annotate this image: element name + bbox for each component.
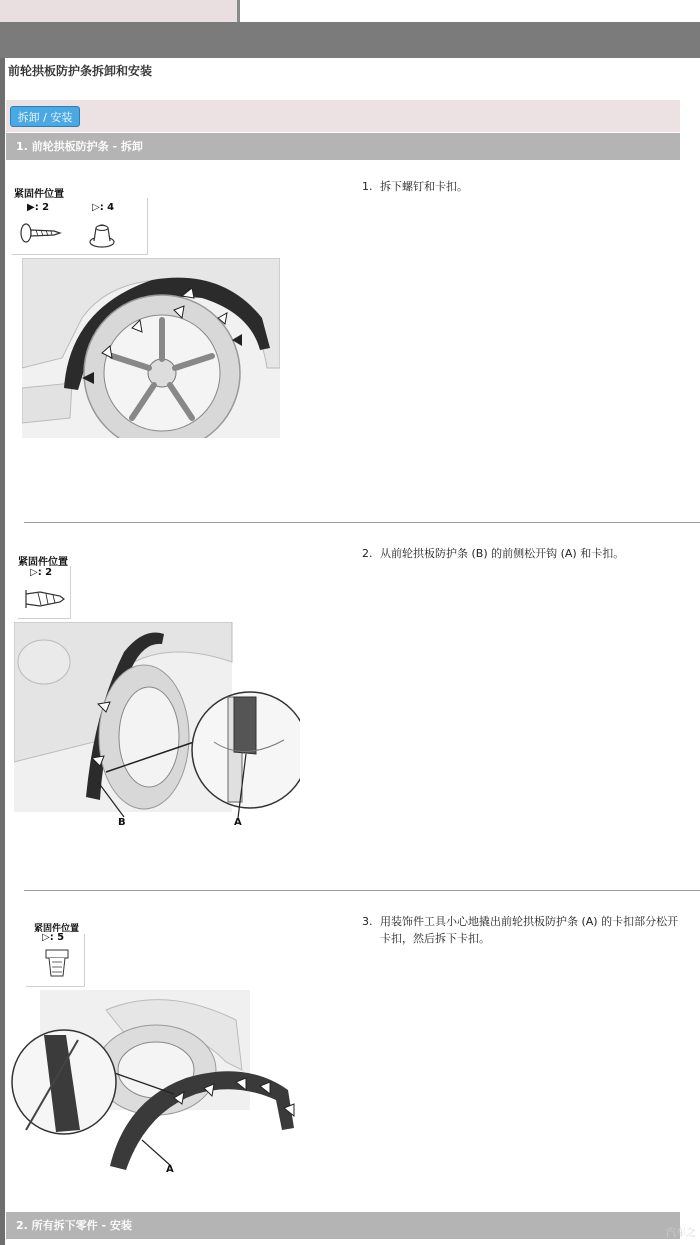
fastener-count-screw: ▶: 2 <box>27 202 50 213</box>
top-toolbar <box>0 22 700 58</box>
callout-label-a: A <box>166 1164 174 1175</box>
fastener-location-label: 紧固件位置 <box>34 924 80 934</box>
wheel-arch-diagram-1 <box>22 258 280 438</box>
tab-bar <box>6 100 680 132</box>
step-number: 3. <box>362 915 373 928</box>
step-1 <box>362 178 682 195</box>
wheel-arch-diagram-2 <box>14 622 300 818</box>
left-border <box>0 58 5 1245</box>
remove-install-tab-button[interactable]: 拆卸 / 安装 <box>10 106 80 127</box>
top-strip <box>0 0 700 22</box>
hook-clip-icon <box>20 584 68 614</box>
callout-label-b: B <box>118 817 126 828</box>
push-clip-icon <box>90 225 114 247</box>
watermark: 汽车之 <box>666 1228 696 1239</box>
step-text: 用装饰件工具小心地撬出前轮拱板防护条 (A) 的卡扣部分松开卡扣，然后拆下卡扣。 <box>380 915 679 945</box>
step-2 <box>362 545 682 562</box>
fastener-count-clip: ▷: 2 <box>30 567 53 578</box>
step-text: 拆下螺钉和卡扣。 <box>380 180 468 193</box>
section-header-install[interactable]: 2. 所有拆下零件 - 安装 <box>6 1212 680 1239</box>
section-header-removal[interactable]: 1. 前轮拱板防护条 - 拆卸 <box>6 133 680 160</box>
push-rivet-clip-icon <box>38 946 78 982</box>
hollow-triangle-icon: ▷ <box>42 932 50 943</box>
step-number: 1. <box>362 180 373 193</box>
fastener-count-clip: ▷: 4 <box>92 202 115 213</box>
step-divider <box>24 890 700 891</box>
filled-triangle-icon: ▶ <box>27 202 35 213</box>
fastener-count-clip: ▷: 5 <box>42 932 65 943</box>
step-text: 从前轮拱板防护条 (B) 的前侧松开钩 (A) 和卡扣。 <box>380 547 625 560</box>
fastener-location-label: 紧固件位置 <box>14 189 64 200</box>
step-3 <box>362 913 682 947</box>
fastener-icons <box>16 218 146 250</box>
wheel-arch-diagram-3 <box>6 990 298 1176</box>
fastener-location-label: 紧固件位置 <box>18 557 68 568</box>
browser-tab[interactable] <box>0 0 240 22</box>
callout-label-a: A <box>234 817 242 828</box>
hollow-triangle-icon: ▷ <box>92 202 100 213</box>
step-divider <box>24 522 700 523</box>
page-title: 前轮拱板防护条拆卸和安装 <box>8 64 153 78</box>
step-number: 2. <box>362 547 373 560</box>
hollow-triangle-icon: ▷ <box>30 567 38 578</box>
screw-icon <box>21 224 60 242</box>
